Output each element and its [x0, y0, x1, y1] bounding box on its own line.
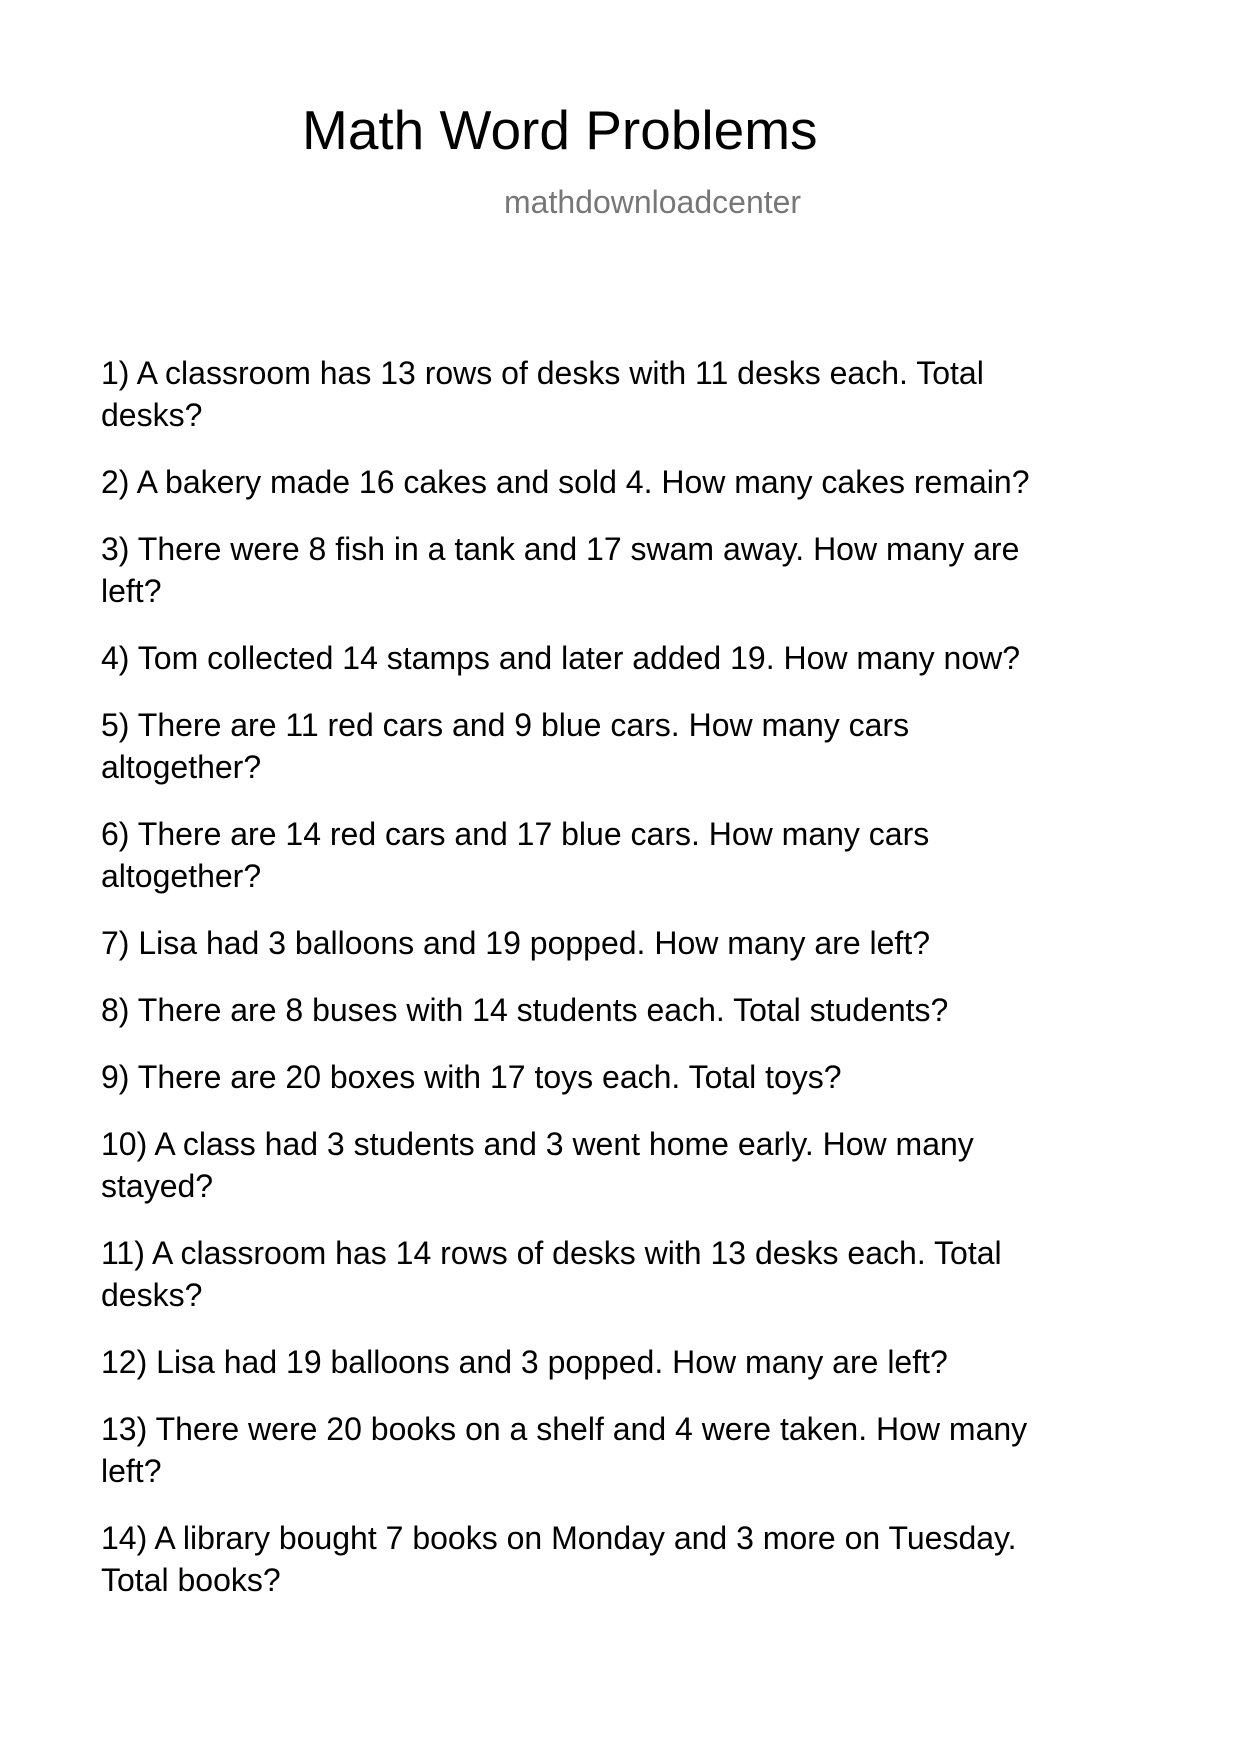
problem-text-line: 3) There were 8 fish in a tank and 17 swam away. How many are — [101, 531, 1020, 567]
problem-item — [101, 1341, 1201, 1383]
problem-text-line: 14) A library bought 7 books on Monday and 3 more on Tuesday. — [101, 1520, 1017, 1556]
problem-text-line: 2) A bakery made 16 cakes and sold 4. How many cakes remain? — [101, 464, 1030, 500]
problem-item — [101, 922, 1201, 964]
problem-text-line: desks? — [101, 1277, 203, 1313]
problem-text-line: 7) Lisa had 3 balloons and 19 popped. How many are left? — [101, 925, 930, 961]
problem-list — [101, 352, 1201, 1626]
problem-text-line: 1) A classroom has 13 rows of desks with 11 desks each. Total — [101, 355, 984, 391]
problem-item — [101, 813, 1201, 897]
page-title: Math Word Problems — [302, 99, 818, 161]
problem-text-line: 4) Tom collected 14 stamps and later added 19. How many now? — [101, 640, 1021, 676]
problem-item — [101, 1232, 1201, 1316]
problem-text-line: 10) A class had 3 students and 3 went home early. How many — [101, 1126, 974, 1162]
problem-text-line: 6) There are 14 red cars and 17 blue cars. How many cars — [101, 816, 930, 852]
problem-text-line: altogether? — [101, 749, 262, 785]
page-subtitle: mathdownloadcenter — [504, 184, 802, 220]
problem-text-line: Total books? — [101, 1562, 281, 1598]
problem-item — [101, 352, 1201, 436]
problem-item — [101, 1123, 1201, 1207]
problem-text-line: 11) A classroom has 14 rows of desks with 13 desks each. Total — [101, 1235, 1002, 1271]
problem-item — [101, 704, 1201, 788]
problem-item — [101, 1408, 1201, 1492]
problem-text-line: 8) There are 8 buses with 14 students each. Total students? — [101, 992, 949, 1028]
problem-item — [101, 1056, 1201, 1098]
problem-text-line: left? — [101, 1453, 162, 1489]
problem-text-line: 9) There are 20 boxes with 17 toys each. Total toys? — [101, 1059, 842, 1095]
problem-item — [101, 461, 1201, 503]
problem-text-line: desks? — [101, 397, 203, 433]
problem-text-line: 12) Lisa had 19 balloons and 3 popped. How many are left? — [101, 1344, 948, 1380]
problem-text-line: 5) There are 11 red cars and 9 blue cars. How many cars — [101, 707, 910, 743]
problem-text-line: altogether? — [101, 858, 262, 894]
problem-text-line: stayed? — [101, 1168, 214, 1204]
problem-text-line: left? — [101, 573, 162, 609]
problem-item — [101, 989, 1201, 1031]
problem-item — [101, 637, 1201, 679]
problem-item — [101, 528, 1201, 612]
problem-text-line: 13) There were 20 books on a shelf and 4 were taken. How many — [101, 1411, 1028, 1447]
problem-item — [101, 1517, 1201, 1601]
